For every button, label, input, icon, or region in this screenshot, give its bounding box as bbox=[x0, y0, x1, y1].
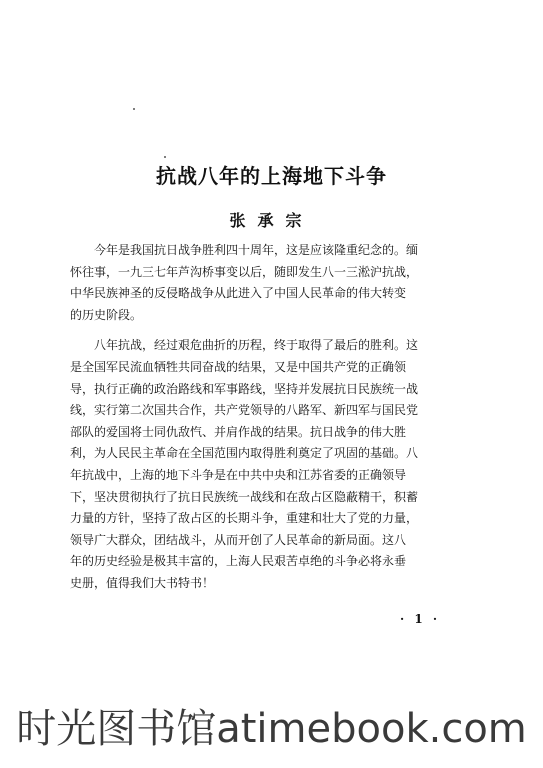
text-line: 八年抗战，经过艰危曲折的历程，终于取得了最后的胜利。这 bbox=[94, 338, 419, 353]
scan-speck bbox=[133, 108, 135, 110]
text-line: 今年是我国抗日战争胜利四十周年，这是应该隆重纪念的。缅 bbox=[94, 243, 419, 257]
text-line: 利，为人民民主革命在全国范围内取得胜利奠定了巩固的基础。八 bbox=[70, 446, 419, 461]
article-author: 张承宗 bbox=[229, 211, 314, 230]
text-line: 年抗战中，上海的地下斗争是在中共中央和江苏省委的正确领导 bbox=[70, 467, 407, 482]
text-line: 线，实行第二次国共合作，共产党领导的八路军、新四军与国民党 bbox=[70, 403, 419, 418]
text-line: 下，坚决贯彻执行了抗日民族统一战线和在敌占区隐蔽精干，积蓄 bbox=[70, 489, 419, 504]
page-number: · 1 · bbox=[400, 612, 441, 626]
text-line: 部队的爱国将士同仇敌忾、并肩作战的结果。抗日战争的伟大胜 bbox=[70, 424, 407, 439]
text-line: 中华民族神圣的反侵略战争从此进入了中国人民革命的伟大转变 bbox=[70, 286, 407, 301]
article-body bbox=[70, 240, 470, 595]
text-line: 力量的方针，坚持了敌占区的长期斗争，重建和壮大了党的力量， bbox=[70, 511, 419, 526]
scan-speck bbox=[164, 156, 166, 158]
text-line: 怀往事，一九三七年芦沟桥事变以后，随即发生八一三淞沪抗战， bbox=[70, 264, 419, 279]
watermark: 时光图书馆atimebook.com bbox=[0, 690, 543, 768]
text-line: 导，执行正确的政治路线和军事路线，坚持并发展抗日民族统一战 bbox=[70, 381, 419, 396]
text-line: 领导广大群众，团结战斗，从而开创了人民革命的新局面。这八 bbox=[70, 532, 407, 547]
text-line: 史册，值得我们大书特书！ bbox=[70, 575, 215, 590]
text-line: 年的历史经验是极其丰富的，上海人民艰苦卓绝的斗争必将永垂 bbox=[70, 554, 407, 569]
text-line: 的历史阶段。 bbox=[70, 307, 143, 322]
text-line: 是全国军民流血牺牲共同奋战的结果，又是中国共产党的正确领 bbox=[70, 359, 407, 374]
article-title: 抗战八年的上海地下斗争 bbox=[156, 164, 387, 188]
